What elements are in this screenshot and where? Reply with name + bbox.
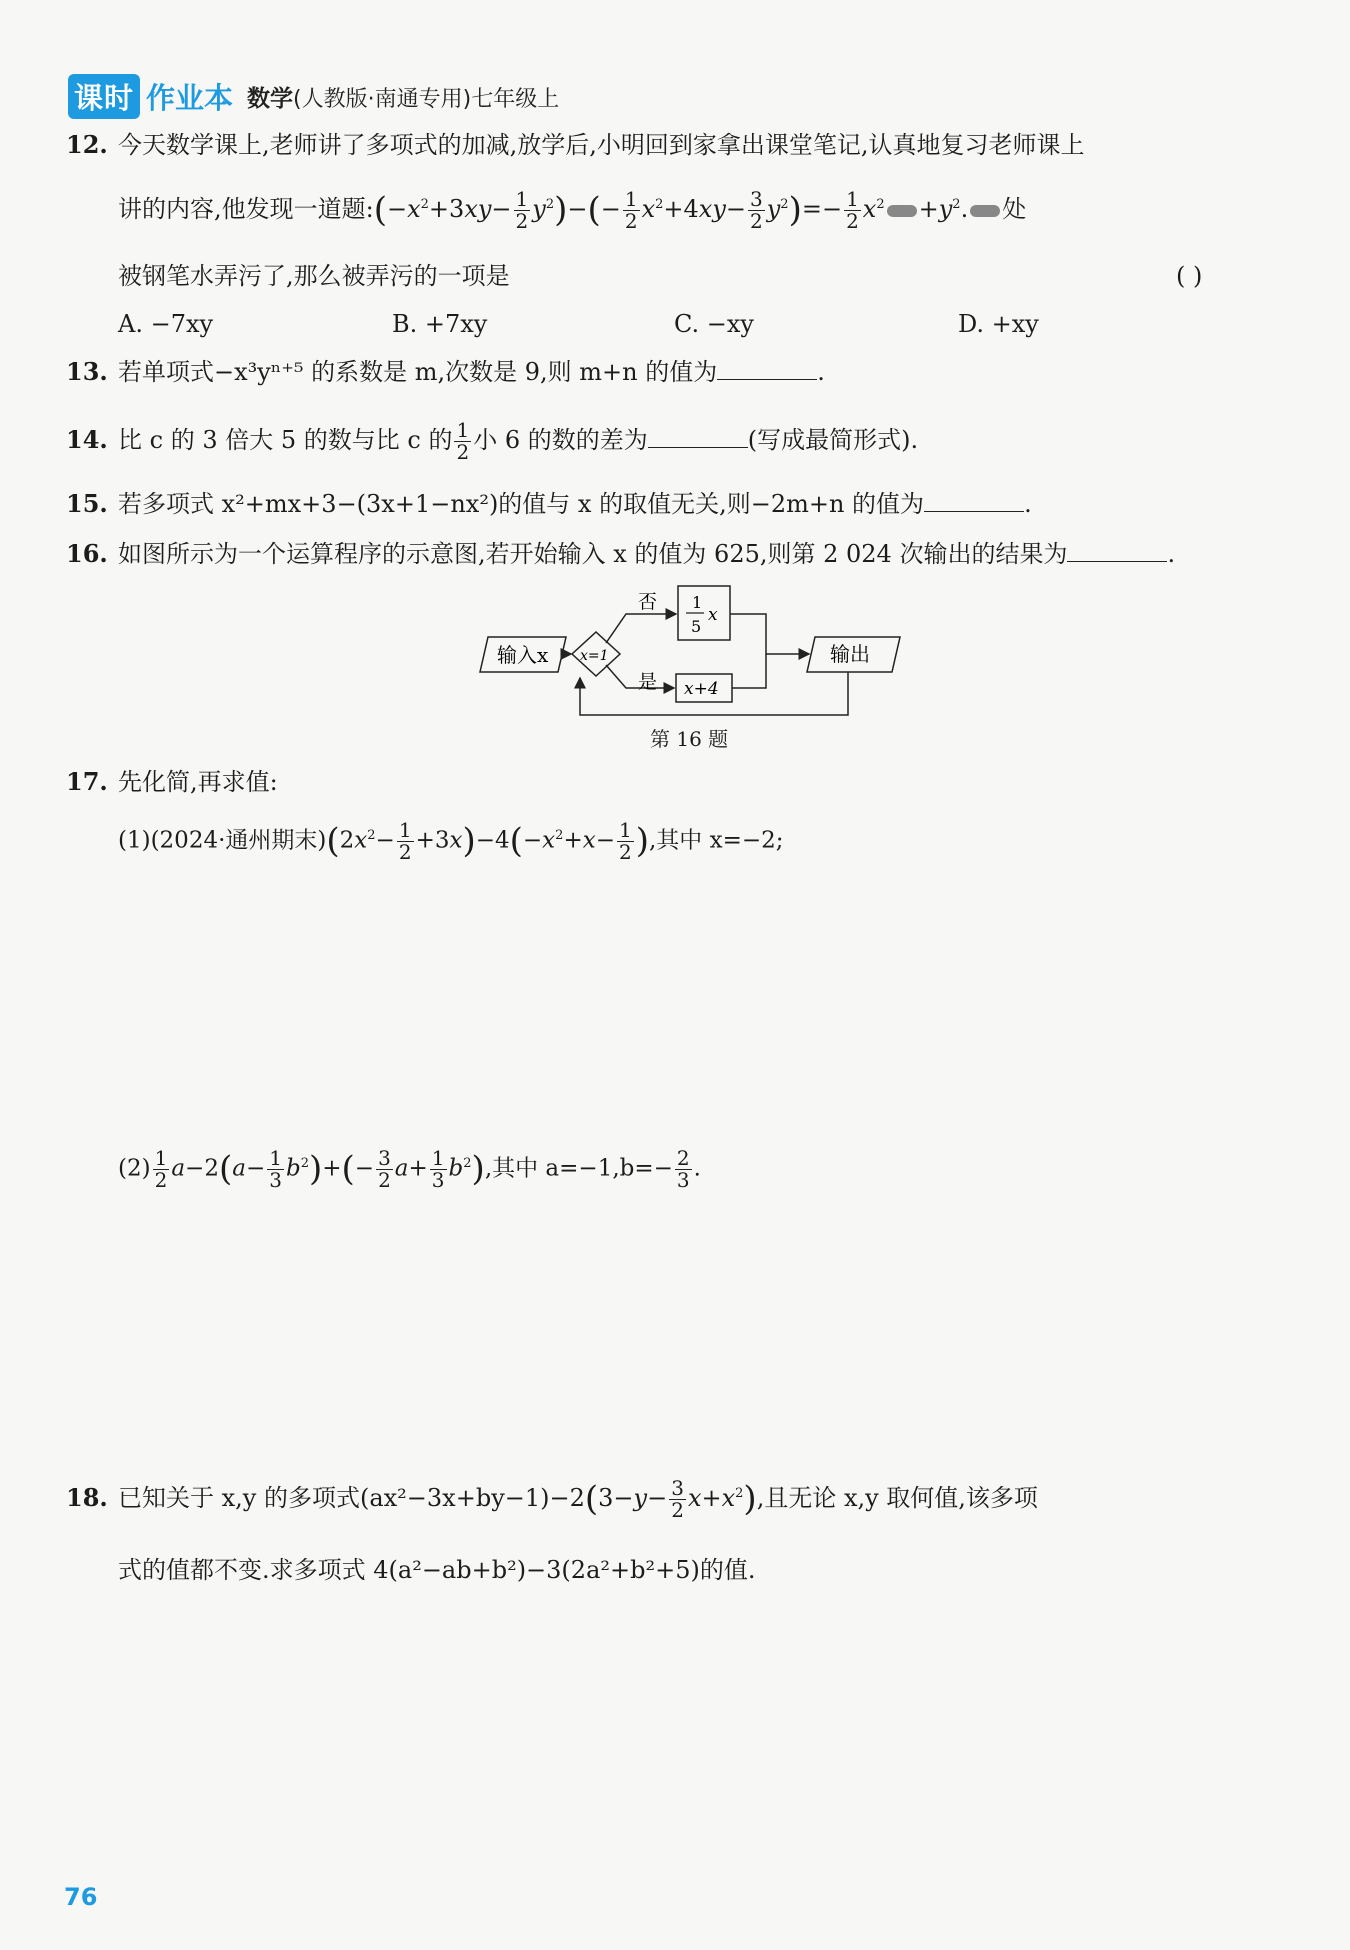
q17-part2: (2) $\frac{1}{2}$ a−2(a− $\frac{1}{3}$ $b^2)+(-$ $\frac{3}{2}$ a+ $\frac{1}{3}$ $b^2$),其中 a=−1,b=− $\frac{2}{3}$ . bbox=[118, 1146, 701, 1192]
q12-line2: 讲的内容,他发现一道题$:(-x^2+3xy-$ $\frac{1}{2}$ $y^2)-(-$ $\frac{1}{2}$ $x^2+4xy-$ $\frac{3}{2}$ $y^2)=-$ $\frac{1}{2}$ $x^2 +y^2$. 处 bbox=[118, 187, 1027, 233]
q17-title: 先化简,再求值: bbox=[118, 768, 278, 796]
q17-part1: (1)(2024·通州期末)($2x^2-$ $\frac{1}{2}$ $+3x)-4(-x^2+x-$ $\frac{1}{2}$ ),其中 x=−2; bbox=[118, 818, 784, 864]
q12-line2-text: 讲的内容,他发现一道题: bbox=[118, 195, 374, 223]
figure-caption: 第 16 题 bbox=[650, 727, 729, 751]
q17-number: 17. bbox=[66, 767, 108, 796]
edition: (人教版·南通专用)七年级上 bbox=[293, 86, 560, 112]
q14-text-a: 比 c 的 3 倍大 5 的数与比 c 的 bbox=[118, 426, 453, 454]
q12-number: 12. bbox=[66, 130, 108, 159]
q15-text: 若多项式 x²+mx+3−(3x+1−nx²)的值与 x 的取值无关,则−2m+n 的值为 bbox=[118, 490, 925, 518]
q15-end: . bbox=[1024, 490, 1032, 518]
page-number: 76 bbox=[64, 1883, 98, 1911]
answer-blank[interactable] bbox=[648, 427, 748, 448]
q17-p1-tail: ,其中 x=−2; bbox=[648, 827, 784, 854]
answer-blank[interactable] bbox=[924, 491, 1024, 512]
q13-text: 若单项式−x³yⁿ⁺⁵ 的系数是 m,次数是 9,则 m+n 的值为 bbox=[118, 358, 718, 386]
question-13 bbox=[66, 358, 825, 387]
q12-line3: 被钢笔水弄污了,那么被弄污的一项是 bbox=[118, 262, 510, 290]
q14-number: 14. bbox=[66, 425, 108, 454]
answer-blank[interactable] bbox=[1067, 541, 1167, 562]
plus-label: x+4 bbox=[684, 679, 719, 699]
condition-label: x=1 bbox=[580, 648, 609, 664]
logo-box: 课时 bbox=[68, 74, 140, 119]
output-label: 输出 bbox=[830, 642, 870, 666]
ink-blot bbox=[887, 205, 917, 217]
q17-p2-label: (2) bbox=[118, 1155, 151, 1182]
question-18: 18. 已知关于 x,y 的多项式(ax²−3x+by−1)−2(3−y− $\frac{3}{2}$ $x+x^2$),且无论 x,y 取何值,该多项 bbox=[66, 1476, 1038, 1522]
q16-text: 如图所示为一个运算程序的示意图,若开始输入 x 的值为 625,则第 2 024 次输出的结果为 bbox=[118, 540, 1068, 568]
option-b[interactable]: B. +7xy bbox=[392, 310, 488, 338]
q17-p1-label: (1)(2024·通州期末) bbox=[118, 827, 327, 854]
subject: 数学 bbox=[247, 85, 294, 112]
q13-number: 13. bbox=[66, 357, 108, 386]
fraction-var: x bbox=[708, 605, 718, 625]
no-label: 否 bbox=[638, 591, 658, 613]
yes-label: 是 bbox=[638, 671, 658, 693]
q15-number: 15. bbox=[66, 489, 108, 518]
q18-line1-tail: ,且无论 x,y 取何值,该多项 bbox=[756, 1484, 1038, 1512]
q18-number: 18. bbox=[66, 1483, 108, 1512]
fraction-den: 5 bbox=[691, 617, 702, 636]
q16-end: . bbox=[1167, 540, 1176, 568]
q16-number: 16. bbox=[66, 539, 108, 568]
question-16 bbox=[66, 540, 1175, 569]
option-c[interactable]: C. −xy bbox=[674, 310, 754, 338]
q13-end: . bbox=[817, 358, 825, 386]
book-header bbox=[68, 74, 559, 118]
logo bbox=[68, 74, 233, 119]
q18-line1: 已知关于 x,y 的多项式(ax²−3x+by−1)−2 bbox=[118, 1484, 585, 1512]
q18-line2: 式的值都不变.求多项式 4(a²−ab+b²)−3(2a²+b²+5)的值. bbox=[118, 1556, 756, 1584]
q17-p2-tail: ,其中 a=−1,b=− bbox=[484, 1155, 673, 1182]
answer-paren: ( ) bbox=[1176, 262, 1203, 290]
question-17 bbox=[66, 768, 278, 797]
q12-line2-tail: 处 bbox=[1002, 195, 1027, 223]
flowchart bbox=[470, 580, 910, 720]
answer-blank[interactable] bbox=[717, 359, 817, 380]
option-a[interactable]: A. −7xy bbox=[118, 310, 214, 338]
book-subtitle bbox=[247, 80, 559, 113]
fraction-num: 1 bbox=[692, 593, 703, 612]
q14-text-c: (写成最简形式). bbox=[747, 426, 919, 454]
ink-blot bbox=[970, 205, 1000, 217]
question-15 bbox=[66, 490, 1032, 519]
question-14: 14. 比 c 的 3 倍大 5 的数与比 c 的 $\frac{1}{2}$ 小 6 的数的差为 (写成最简形式). bbox=[66, 418, 919, 464]
q14-text-b: 小 6 的数的差为 bbox=[473, 426, 648, 454]
q12-line1: 今天数学课上,老师讲了多项式的加减,放学后,小明回到家拿出课堂笔记,认真地复习老师课上 bbox=[118, 131, 1085, 159]
logo-text: 作业本 bbox=[146, 80, 234, 115]
input-label: 输入x bbox=[497, 643, 549, 667]
option-d[interactable]: D. +xy bbox=[958, 310, 1039, 338]
